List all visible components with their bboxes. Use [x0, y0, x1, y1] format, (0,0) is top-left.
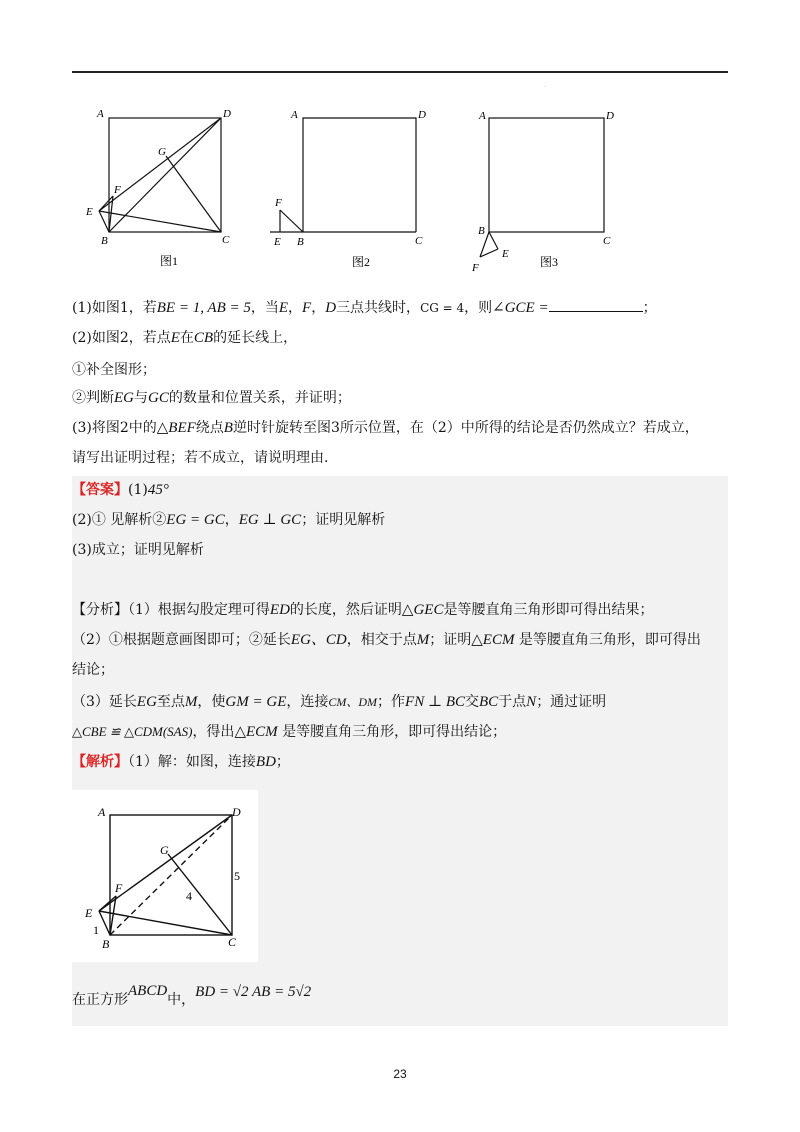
label-length-5: 5 — [234, 869, 240, 883]
answer-line-1: 【答案】(1)45° — [72, 482, 169, 498]
stray-dot: · — [544, 84, 546, 91]
solution-figure — [72, 790, 258, 962]
label-f: F — [472, 262, 479, 274]
label-a: A — [291, 109, 298, 121]
figure-2 — [262, 100, 432, 270]
label-d: D — [606, 110, 614, 122]
label-e: E — [85, 906, 93, 920]
question-3: (3)将图2中的△BEF绕点B逆时针旋转至图3所示位置，在（2）中所得的结论是否仍然成立？若成立， — [72, 420, 699, 436]
question-3b: 请写出证明过程；若不成立，请说明理由. — [72, 450, 329, 466]
label-g: G — [158, 146, 166, 158]
label-c: C — [603, 235, 611, 247]
label-d: D — [232, 805, 241, 819]
answer-line-3: (3)成立；证明见解析 — [72, 542, 204, 558]
question-1: (1)如图1，若BE = 1, AB = 5，当E，F，D三点共线时，CG = 4，则∠GCE = ； — [72, 300, 657, 316]
label-length-1: 1 — [93, 923, 99, 937]
solution-line-1: 【解析】（1）解：如图，连接BD； — [72, 754, 290, 770]
analysis-line-1: 【分析】（1）根据勾股定理可得ED的长度，然后证明△GEC是等腰直角三角形即可得出结果； — [72, 602, 654, 618]
label-f: F — [115, 881, 123, 895]
caption-fig3: 图3 — [540, 255, 559, 269]
question-2b: ②判断EG与GC的数量和位置关系，并证明； — [72, 390, 351, 406]
label-b: B — [102, 937, 110, 951]
solution-line-2: 在正方形ABCD中，BD = √2 AB = 5√2 — [72, 983, 312, 1008]
label-a: A — [98, 805, 106, 819]
label-f: F — [275, 197, 282, 209]
question-2: (2)如图2，若点E在CB的延长线上， — [72, 330, 298, 346]
label-length-4: 4 — [186, 889, 192, 903]
label-e: E — [502, 248, 509, 260]
analysis-line-3: （3）延长EG至点M，使GM = GE，连接CM、DM；作FN ⊥ BC交BC于点N；通过证明 — [72, 694, 607, 710]
label-d: D — [418, 109, 426, 121]
label-b: B — [297, 236, 304, 248]
caption-fig1: 图1 — [160, 254, 179, 268]
analysis-line-4: △CBE ≌ △CDM(SAS)，得出△ECM 是等腰直角三角形，即可得出结论； — [72, 724, 507, 740]
label-c: C — [222, 234, 230, 246]
figure-1 — [80, 100, 250, 270]
question-2a: ①补全图形； — [72, 362, 156, 378]
answer-line-2: (2)① 见解析②EG = GC，EG ⊥ GC；证明见解析 — [72, 512, 386, 528]
label-d: D — [223, 108, 231, 120]
label-a: A — [479, 110, 486, 122]
label-f: F — [114, 184, 121, 196]
label-c: C — [228, 935, 237, 949]
solution-figure-box — [72, 790, 258, 962]
page-number: 23 — [393, 1067, 407, 1081]
label-e: E — [86, 206, 93, 218]
label-e: E — [274, 236, 281, 248]
caption-fig2: 图2 — [352, 255, 371, 269]
label-b: B — [478, 225, 485, 237]
answer-blank[interactable] — [549, 299, 643, 312]
label-a: A — [97, 108, 104, 120]
analysis-line-2b: 结论； — [72, 662, 114, 678]
label-g: G — [160, 843, 169, 857]
label-c: C — [415, 235, 423, 247]
figure-3 — [470, 100, 630, 280]
header-rule — [72, 71, 728, 73]
analysis-line-2: （2）①根据题意画图即可；②延长EG、CD，相交于点M；证明△ECM 是等腰直角三角形，即可得出 — [72, 632, 701, 648]
label-b: B — [101, 235, 108, 247]
